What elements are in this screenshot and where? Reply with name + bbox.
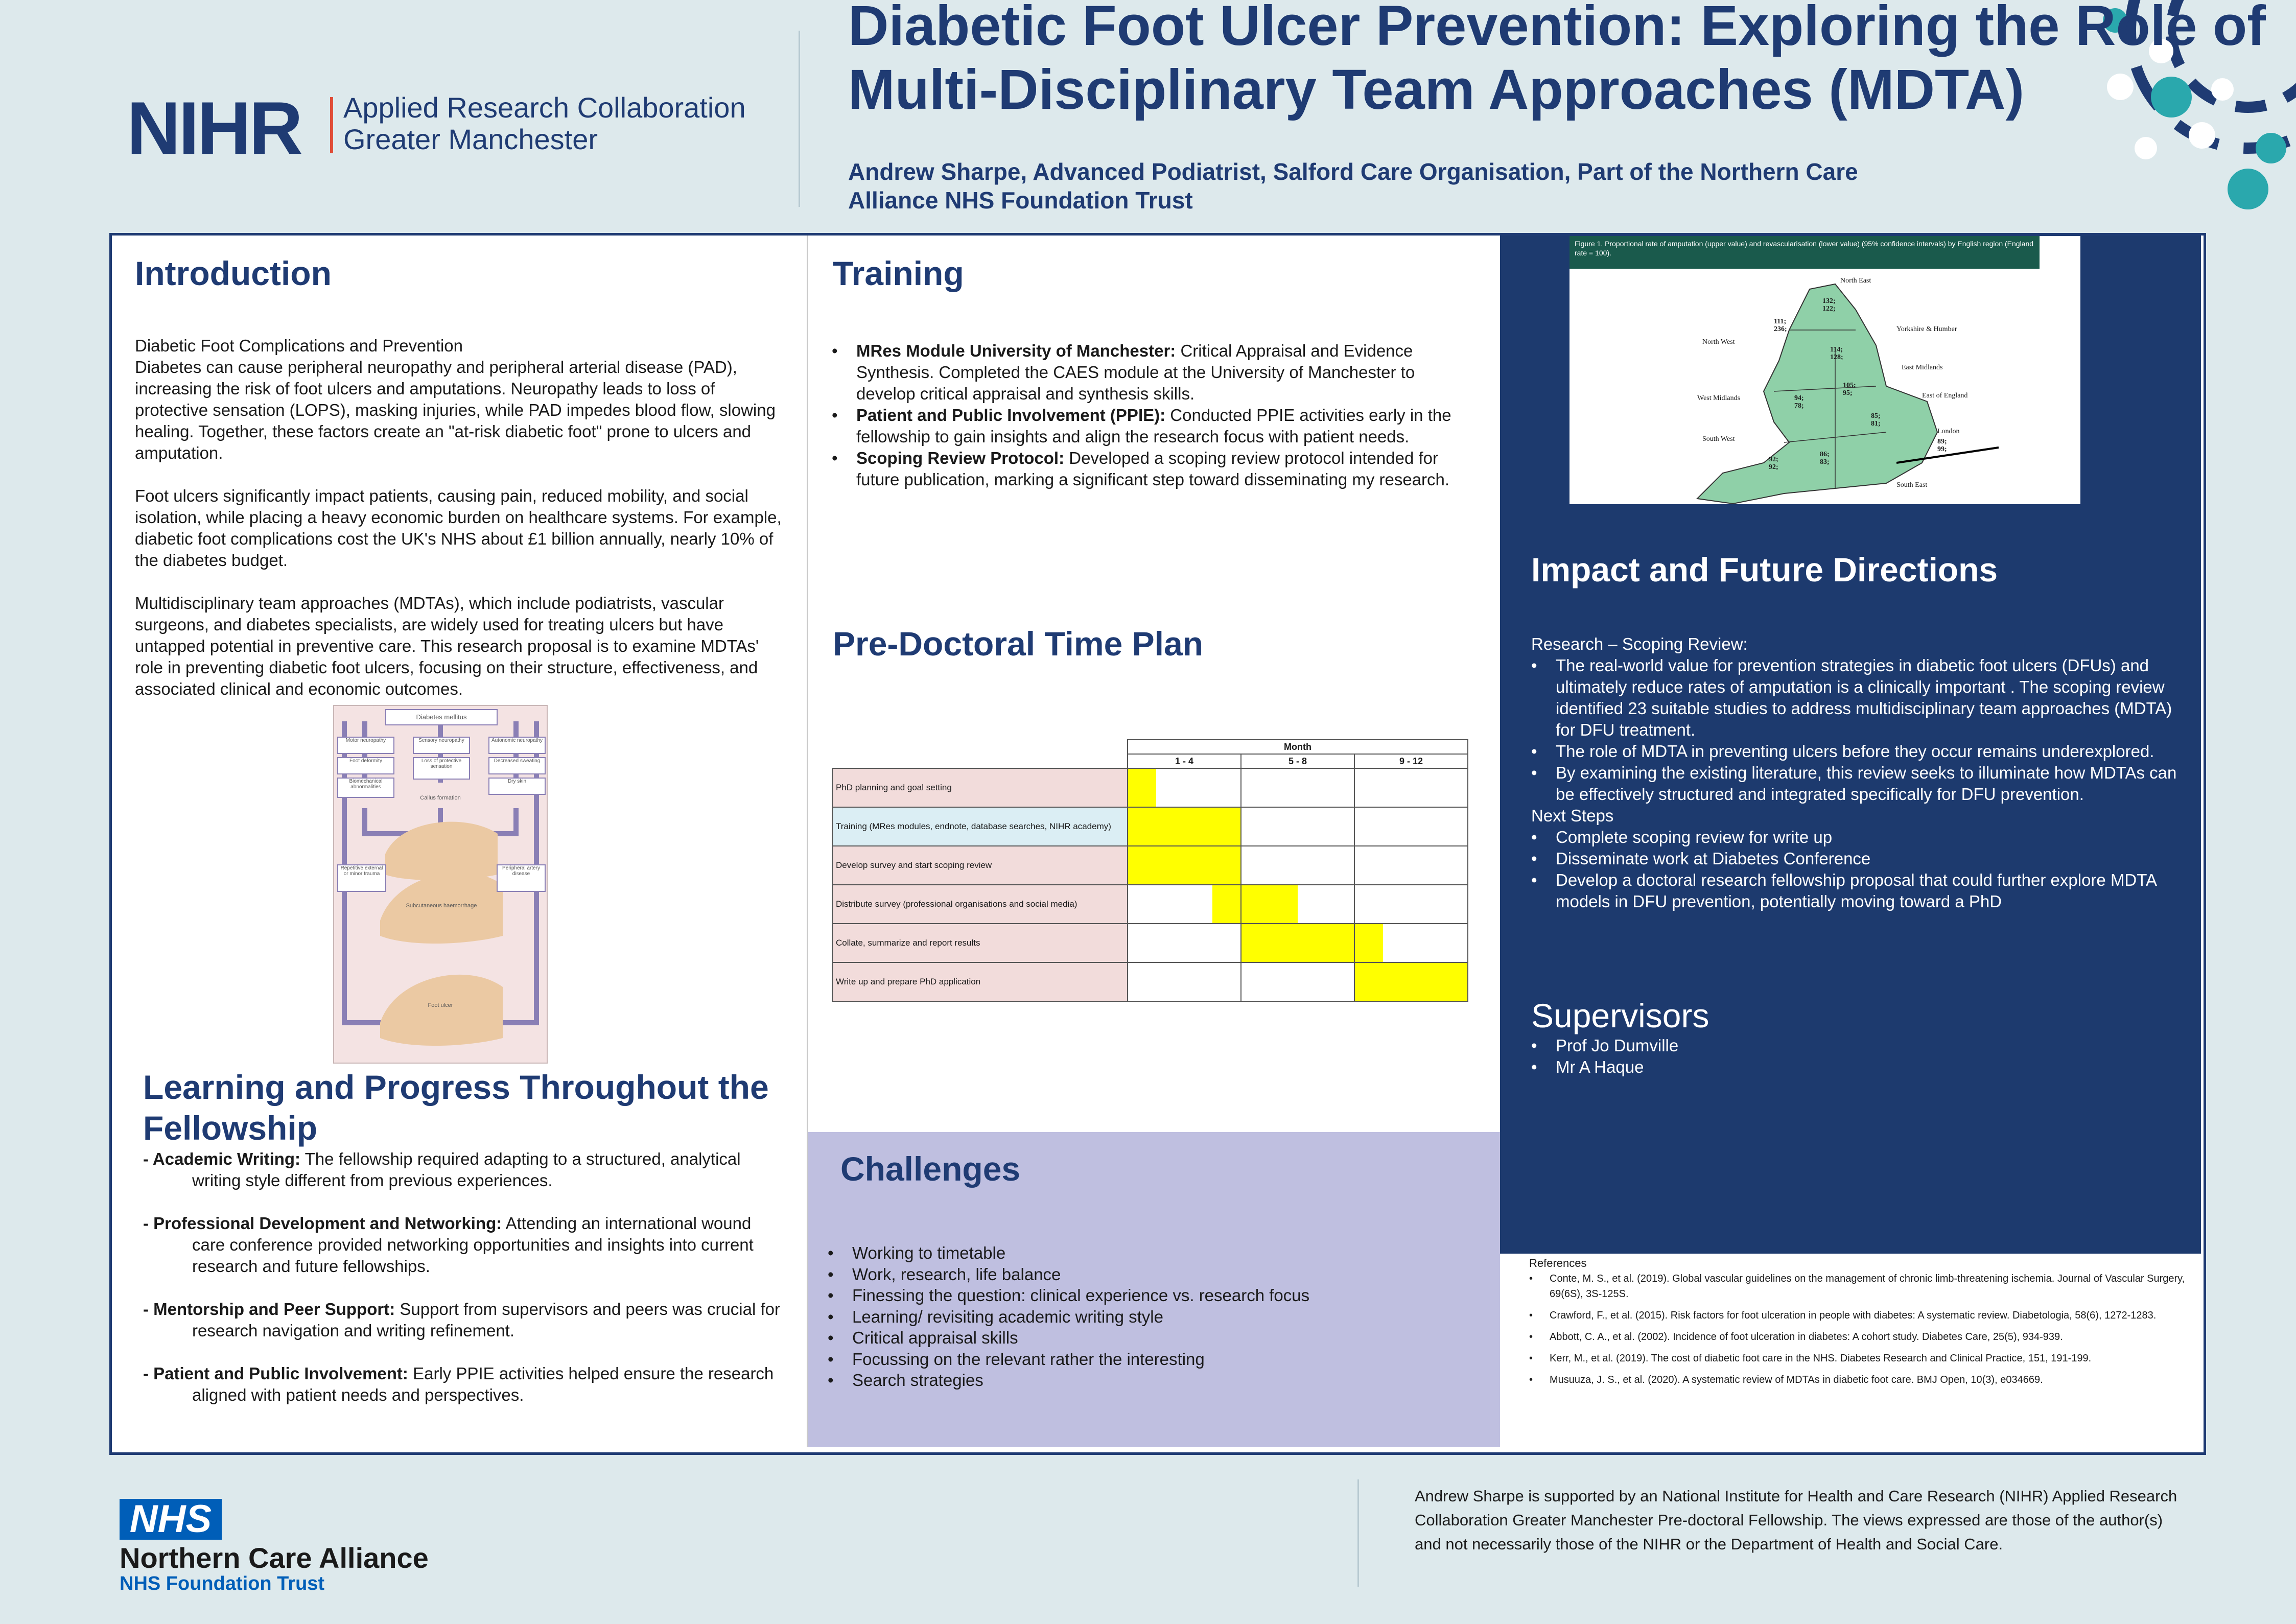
introduction-paragraph-1: Diabetes can cause peripheral neuropathy and peripheral arterial disease (PAD), increasing the risk of foot ulcers and amputations. Neuropathy leads to loss of protective sensation (LOPS), masking injuries, while PAD impedes blood flow, slowing healing. Together, these factors create an "at-risk diabetic foot" prone to ulcers and amputation. (135, 358, 776, 462)
gantt-cell (1354, 924, 1468, 962)
impact-next-item: • Complete scoping review for write up (1531, 827, 2180, 848)
gantt-bar (1128, 846, 1240, 884)
gantt-bar (1241, 885, 1298, 923)
introduction-heading: Introduction (135, 254, 332, 292)
map-value (1843, 382, 1856, 397)
training-item-label: MRes Module University of Manchester: (856, 341, 1176, 360)
footer-divider (1357, 1479, 1359, 1587)
learning-item-text: Support from supervisors and peers was crucial for research navigation and writing refinement. (192, 1300, 780, 1340)
map-value-lower: 81; (1871, 420, 1881, 428)
challenge-item: • Focussing on the relevant rather the interesting (828, 1349, 1461, 1370)
gantt-row (832, 924, 1468, 962)
supervisor-item: • Mr A Haque (1531, 1056, 2144, 1078)
map-value (1871, 412, 1881, 428)
flow-ulcer-label: Foot ulcer (428, 1002, 453, 1008)
impact-heading: Impact and Future Directions (1531, 551, 1998, 589)
challenge-item: • Work, research, life balance (828, 1264, 1461, 1285)
gantt-cell (1354, 768, 1468, 807)
map-region-label: South East (1896, 481, 1928, 489)
flow-sensory-box: Sensory neuropathy (413, 737, 470, 754)
learning-heading: Learning and Progress Throughout the Fellowship (143, 1068, 769, 1147)
flow-autonomic-box: Autonomic neuropathy (488, 737, 546, 754)
gantt-header-month (832, 740, 1468, 754)
flow-motor-box: Motor neuropathy (337, 737, 394, 754)
diabetic-foot-flow-figure (333, 705, 548, 1064)
map-value-upper: 89; (1937, 438, 1947, 445)
gantt-month-label: Month (1128, 740, 1468, 754)
gantt-header-periods (832, 754, 1468, 768)
timeplan-gantt-table (832, 739, 1468, 1002)
gantt-cell (1241, 924, 1354, 962)
gantt-bar (1212, 885, 1240, 923)
learning-item-text: The fellowship required adapting to a structured, analytical writing style different from previous experiences. (192, 1149, 741, 1190)
reference-item: • Conte, M. S., et al. (2019). Global vascular guidelines on the management of chronic limb-threatening ischemia. Journal of Vascular Surgery, 69(6S), 3S-125S. (1529, 1271, 2188, 1302)
map-region-label: West Midlands (1697, 394, 1741, 402)
gantt-period: 1 - 4 (1128, 754, 1241, 768)
map-region-label: North East (1840, 277, 1871, 285)
gantt-row (832, 962, 1468, 1001)
gantt-bar (1128, 808, 1240, 845)
map-value-lower: 122; (1822, 305, 1836, 313)
impact-subheading-research: Research – Scoping Review: (1531, 634, 1748, 653)
flow-pad-box: Peripheral artery disease (497, 864, 546, 892)
supervisors-list (1531, 1035, 2144, 1078)
gantt-bar (1355, 924, 1383, 962)
flow-haemorrhage-label: Subcutaneous haemorrhage (406, 903, 477, 909)
impact-research-list (1531, 655, 2180, 805)
map-value-lower: 92; (1769, 463, 1778, 471)
learning-item-text: Early PPIE activities helped ensure the research aligned with patient needs and perspectives. (192, 1364, 774, 1404)
introduction-paragraph-3: Multidisciplinary team approaches (MDTAs), which include podiatrists, vascular surgeons, and diabetes specialists, are widely used for treating ulcers but have untapped potential in preventive care. This research proposal is to examine MDTAs' role in preventing diabetic foot ulcers, focusing on their structure, effectiveness, and associated clinical and economic outcomes. (135, 594, 759, 698)
gantt-row (832, 807, 1468, 846)
map-region-label: Yorkshire & Humber (1896, 325, 1957, 333)
gantt-row (832, 846, 1468, 885)
training-heading: Training (833, 254, 964, 292)
gantt-cell (1128, 807, 1241, 846)
introduction-subtitle: Diabetic Foot Complications and Prevention (135, 336, 463, 355)
learning-item (143, 1213, 787, 1277)
map-value-lower: 236; (1774, 325, 1787, 333)
map-value-upper: 111; (1774, 318, 1787, 325)
gantt-task-label: Training (MRes modules, endnote, database searches, NIHR academy) (832, 807, 1128, 846)
learning-item-label: - Professional Development and Networking: (143, 1214, 502, 1233)
funding-disclaimer: Andrew Sharpe is supported by an National Institute for Health and Care Research (NIHR) Applied Research Collaboration Greater Manchester Pre-doctoral Fellowship. The views expressed are those of the author(s) and not necessarily those of the NIHR or the Department of Health and Social Care. (1415, 1487, 2177, 1553)
gantt-cell (1128, 768, 1241, 807)
impact-next-item: • Develop a doctoral research fellowship proposal that could further explore MDTA models in DFU prevention, potentially moving toward a PhD (1531, 869, 2180, 912)
impact-next-list (1531, 827, 2180, 912)
map-region-label: East of England (1922, 392, 1968, 399)
supervisors-heading: Supervisors (1531, 997, 1709, 1034)
poster-author: Andrew Sharpe, Advanced Podiatrist, Salford Care Organisation, Part of the Northern Care Alliance NHS Foundation Trust (848, 158, 1858, 214)
arc-line-1: Applied Research Collaboration (343, 91, 746, 124)
map-value (1774, 318, 1787, 333)
impact-research-item: • The role of MDTA in preventing ulcers before they occur remains underexplored. (1531, 741, 2180, 762)
training-list (832, 340, 1465, 490)
gantt-cell (1128, 924, 1241, 962)
gantt-cell (1241, 768, 1354, 807)
challenges-heading: Challenges (840, 1150, 1021, 1188)
training-item (832, 340, 1465, 405)
gantt-cell (1241, 846, 1354, 885)
learning-item-label: - Patient and Public Involvement: (143, 1364, 408, 1383)
arc-line-2: Greater Manchester (343, 123, 598, 155)
introduction-paragraph-2: Foot ulcers significantly impact patients, causing pain, reduced mobility, and social isolation, while placing a heavy economic burden on healthcare systems. For example, diabetic foot complications cost the UK's NHS about £1 billion annually, nearly 10% of the diabetes budget. (135, 486, 782, 570)
impact-content (1531, 633, 2180, 912)
impact-research-item: • The real-world value for prevention strategies in diabetic foot ulcers (DFUs) and ultimately reduce rates of amputation is a clinically important . The scoping review identified 23 suitable studies to address multidisciplinary team approaches (MDTA) for DFU treatment. (1531, 655, 2180, 741)
challenge-item: • Search strategies (828, 1370, 1461, 1391)
training-item (832, 405, 1465, 448)
nca-name: Northern Care Alliance (120, 1542, 429, 1574)
flow-dry-skin-box: Dry skin (488, 778, 546, 795)
map-value-upper: 92; (1769, 456, 1778, 463)
map-value-lower: 95; (1843, 389, 1853, 397)
learning-item (143, 1363, 787, 1406)
flow-sweating-box: Decreased sweating (488, 757, 546, 774)
training-item-label: Scoping Review Protocol: (856, 449, 1065, 467)
gantt-cell (1128, 885, 1241, 924)
gantt-cell (1128, 962, 1241, 1001)
map-value-lower: 99; (1937, 445, 1947, 453)
training-item (832, 448, 1465, 490)
learning-item-label: - Academic Writing: (143, 1149, 301, 1168)
gantt-bar (1128, 769, 1156, 807)
map-value-upper: 132; (1822, 297, 1836, 305)
gantt-period: 9 - 12 (1354, 754, 1468, 768)
map-region-label: London (1937, 428, 1960, 435)
map-region-label: North West (1702, 338, 1735, 346)
map-value-upper: 114; (1830, 346, 1843, 354)
gantt-cell (1354, 807, 1468, 846)
map-value (1794, 394, 1804, 410)
map-value-lower: 83; (1820, 458, 1830, 466)
map-value (1820, 451, 1830, 466)
learning-item (143, 1148, 787, 1191)
gantt-cell (1241, 807, 1354, 846)
gantt-cell (1128, 846, 1241, 885)
amputation-map-figure (1569, 236, 2080, 504)
reference-item: • Crawford, F., et al. (2015). Risk factors for foot ulceration in people with diabetes: A systematic review. Diabetologia, 58(6), 1272-1283. (1529, 1308, 2188, 1323)
reference-item: • Musuuza, J. S., et al. (2020). A systematic review of MDTAs in diabetic foot care. BMJ Open, 10(3), e034669. (1529, 1372, 2188, 1387)
gantt-period: 5 - 8 (1241, 754, 1354, 768)
gantt-row (832, 768, 1468, 807)
map-caption: Figure 1. Proportional rate of amputation (upper value) and revascularisation (lower value) (95% confidence intervals) by English region (England rate = 100). (1569, 236, 2040, 269)
learning-item (143, 1299, 787, 1341)
map-region-label: South West (1702, 435, 1735, 443)
gantt-task-label: PhD planning and goal setting (832, 768, 1128, 807)
flow-deformity-box: Foot deformity (337, 757, 394, 774)
map-value-upper: 94; (1794, 394, 1804, 402)
impact-subheading-next: Next Steps (1531, 806, 1614, 825)
map-value-lower: 78; (1794, 402, 1804, 410)
map-value (1769, 456, 1778, 471)
gantt-cell (1354, 885, 1468, 924)
gantt-task-label: Write up and prepare PhD application (832, 962, 1128, 1001)
map-region-label: East Midlands (1902, 364, 1943, 371)
timeplan-heading: Pre-Doctoral Time Plan (833, 625, 1204, 663)
nca-trust: NHS Foundation Trust (120, 1573, 325, 1594)
logo-divider (330, 97, 333, 153)
gantt-cell (1354, 962, 1468, 1001)
references-list (1529, 1271, 2188, 1387)
flow-biomech-box: Biomechanical abnormalities (337, 778, 394, 798)
nihr-logo: NIHR (127, 86, 301, 170)
poster-title: Diabetic Foot Ulcer Prevention: Exploring the Role of Multi-Disciplinary Team Approaches (MDTA) (848, 0, 2266, 121)
challenge-item: • Finessing the question: clinical experience vs. research focus (828, 1285, 1461, 1306)
gantt-task-label: Collate, summarize and report results (832, 924, 1128, 962)
learning-list (143, 1148, 787, 1406)
flow-callus-label: Callus formation (420, 795, 461, 801)
map-value-upper: 105; (1843, 382, 1856, 389)
arc-logo-text (343, 92, 746, 155)
gantt-cell (1354, 846, 1468, 885)
training-item-text: Critical Appraisal and Evidence Synthesis. Completed the CAES module at the University of Manchester to develop critical appraisal and synthesis skills. (856, 341, 1415, 403)
impact-research-item: • By examining the existing literature, this review seeks to illuminate how MDTAs can be effectively structured and integrated specifically for DFU prevention. (1531, 762, 2180, 805)
map-value (1822, 297, 1836, 313)
gantt-task-label: Develop survey and start scoping review (832, 846, 1128, 885)
impact-next-item: • Disseminate work at Diabetes Conference (1531, 848, 2180, 869)
gantt-cell (1241, 885, 1354, 924)
gantt-row (832, 885, 1468, 924)
training-item-text: Developed a scoping review protocol intended for future publication, marking a significant step toward disseminating my research. (856, 449, 1450, 489)
nhs-logo: NHS (120, 1499, 222, 1540)
map-value (1830, 346, 1843, 361)
map-value-upper: 85; (1871, 412, 1881, 420)
references-heading: References (1529, 1257, 1587, 1269)
references-section (1529, 1256, 2188, 1387)
learning-item-label: - Mentorship and Peer Support: (143, 1300, 395, 1319)
training-item-text: Conducted PPIE activities early in the fellowship to gain insights and align the research focus with patient needs. (856, 406, 1451, 446)
gantt-bar (1241, 924, 1354, 962)
map-value-upper: 86; (1820, 451, 1830, 458)
gantt-bar (1355, 963, 1467, 1001)
challenge-item: • Learning/ revisiting academic writing style (828, 1306, 1461, 1328)
training-item-label: Patient and Public Involvement (PPIE): (856, 406, 1166, 425)
challenge-item: • Working to timetable (828, 1242, 1461, 1264)
header-divider (799, 31, 800, 207)
supervisor-item: • Prof Jo Dumville (1531, 1035, 2144, 1056)
gantt-cell (1241, 962, 1354, 1001)
gantt-task-label: Distribute survey (professional organisations and social media) (832, 885, 1128, 924)
reference-item: • Kerr, M., et al. (2019). The cost of diabetic foot care in the NHS. Diabetes Research and Clinical Practice, 151, 191-199. (1529, 1351, 2188, 1366)
map-value (1937, 438, 1947, 453)
challenges-list (828, 1242, 1461, 1391)
learning-item-text: Attending an international wound care conference provided networking opportunities and insights into current research and future fellowships. (192, 1214, 754, 1276)
introduction-text (135, 335, 784, 721)
flow-top-box: Diabetes mellitus (385, 709, 498, 725)
challenge-item: • Critical appraisal skills (828, 1327, 1461, 1349)
flow-trauma-box: Repetitive external or minor trauma (337, 864, 386, 892)
map-value-lower: 128; (1830, 354, 1843, 361)
flow-loss-sensation-box: Loss of protective sensation (413, 757, 470, 780)
reference-item: • Abbott, C. A., et al. (2002). Incidence of foot ulceration in diabetes: A cohort study. Diabetes Care, 25(5), 934-939. (1529, 1329, 2188, 1345)
